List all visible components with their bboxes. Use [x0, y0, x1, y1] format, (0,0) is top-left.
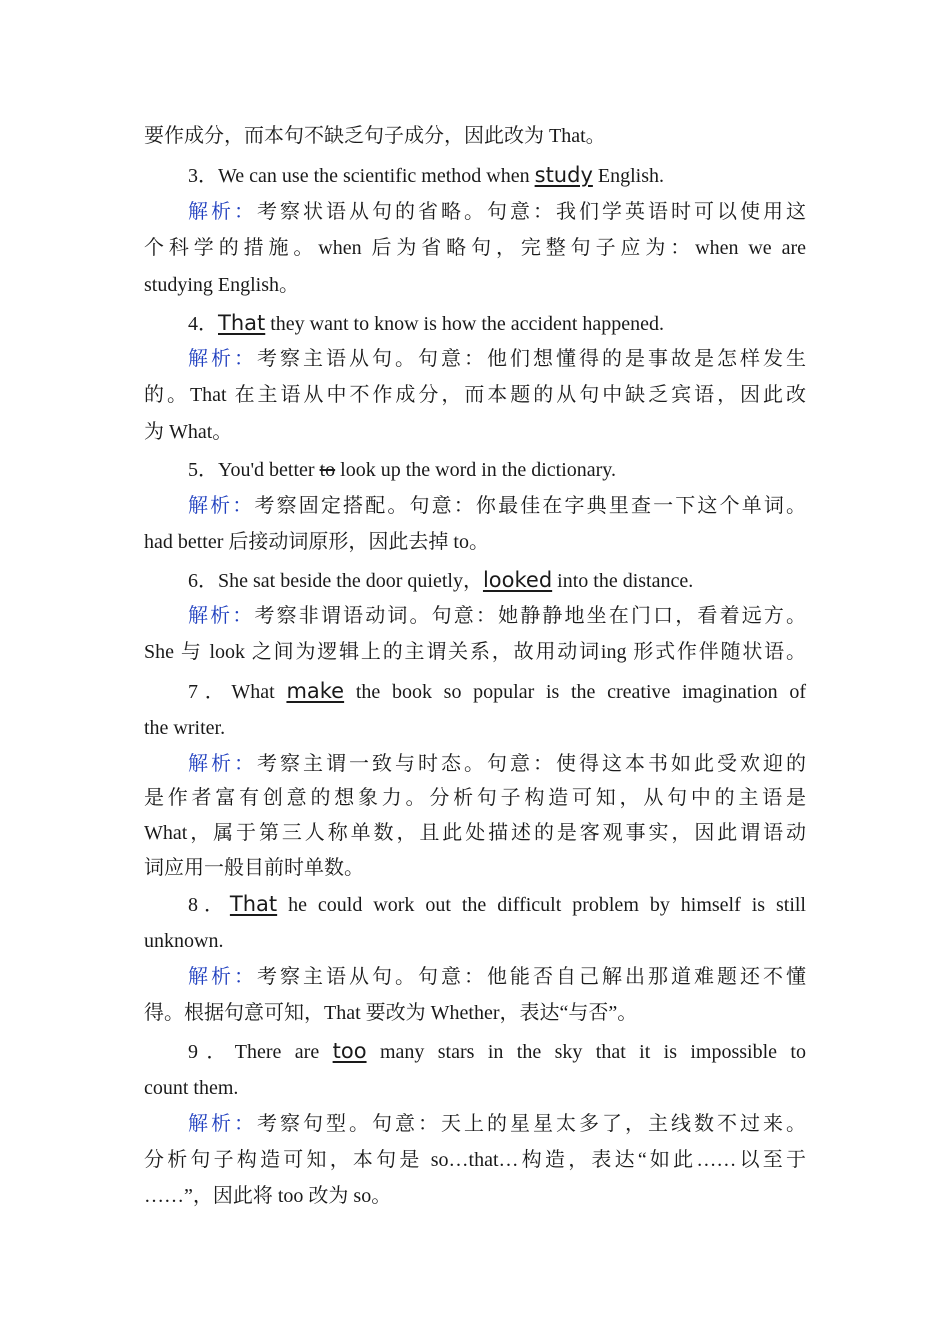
- explanation-label: 解析：: [188, 201, 257, 223]
- question-3: [188, 163, 806, 188]
- explanation-3-line-3: studying English。: [144, 274, 300, 296]
- question-number: 7．: [188, 681, 232, 703]
- question-9-line-2: count them.: [144, 1077, 239, 1099]
- explanation-label: 解析：: [188, 966, 257, 988]
- explanation-4-line-2: 的。That 在主语从中不作成分，而本题的从句中缺乏宾语，因此改: [144, 384, 806, 406]
- question-6: [188, 568, 806, 593]
- answer-word: too: [332, 1039, 367, 1063]
- explanation-label: 解析：: [188, 348, 257, 370]
- explanation-label: 解析：: [188, 495, 255, 517]
- explanation-9-line-2: 分析句子构造可知，本句是 so…that…构造，表达“如此……以至于: [144, 1149, 806, 1171]
- question-text: into the distance.: [552, 570, 694, 592]
- explanation-8-line-1: 解析：考察主语从句。句意：他能否自己解出那道难题还不懂: [188, 966, 806, 988]
- explanation-label: 解析：: [188, 753, 257, 775]
- question-number: 5．: [188, 459, 218, 481]
- explanation-7-line-3: What，属于第三人称单数，且此处描述的是客观事实，因此谓语动: [144, 822, 806, 844]
- question-number: 6．: [188, 570, 218, 592]
- explanation-label: 解析：: [188, 605, 255, 627]
- explanation-7-line-4: 词应用一般目前时单数。: [144, 857, 364, 879]
- explanation-6-line-1: 解析：考察非谓语动词。句意：她静静地坐在门口，看着远方。: [188, 605, 807, 627]
- question-text: You'd better: [218, 459, 320, 481]
- answer-word: That: [218, 311, 266, 335]
- question-number: 4．: [188, 313, 218, 335]
- question-text: We can use the scientific method when: [218, 165, 535, 187]
- question-text: they want to know is how the accident happened.: [265, 313, 665, 335]
- answer-word: make: [286, 679, 345, 703]
- question-8: [188, 892, 806, 917]
- question-7-line-2: the writer.: [144, 717, 226, 739]
- question-7: [188, 679, 806, 704]
- explanation-3-line-2: 个科学的措施。when 后为省略句，完整句子应为：when we are: [144, 237, 806, 259]
- explanation-8-line-2: 得。根据句意可知，That 要改为 Whether，表达“与否”。: [144, 1002, 638, 1024]
- question-number: 9．: [188, 1041, 235, 1063]
- explanation-5-line-2: had better 后接动词原形，因此去掉 to。: [144, 531, 489, 553]
- explanation-9-line-1: 解析：考察句型。句意：天上的星星太多了，主线数不过来。: [188, 1113, 806, 1135]
- explanation-9-line-3: ……”，因此将 too 改为 so。: [144, 1185, 392, 1207]
- explanation-4-line-3: 为 What。: [144, 421, 233, 443]
- question-5: [188, 458, 806, 482]
- explanation-7-line-2: 是作者富有创意的想象力。分析句子构造可知，从句中的主语是: [144, 787, 806, 809]
- question-text: the book so popular is the creative imagination of: [344, 681, 807, 703]
- explanation-7-line-1: 解析：考察主谓一致与时态。句意：使得这本书如此受欢迎的: [188, 753, 806, 775]
- question-number: 3．: [188, 165, 218, 187]
- question-text: look up the word in the dictionary.: [335, 459, 617, 481]
- answer-word: looked: [482, 568, 553, 592]
- intro-line: 要作成分，而本句不缺乏句子成分，因此改为 That。: [144, 125, 606, 147]
- question-number: 8．: [188, 894, 230, 916]
- explanation-6-line-2: She 与 look 之间为逻辑上的主谓关系，故用动词ing 形式作伴随状语。: [144, 641, 806, 663]
- explanation-5-line-1: 解析：考察固定搭配。句意：你最佳在字典里查一下这个单词。: [188, 495, 807, 517]
- struck-word: to: [319, 459, 336, 481]
- explanation-3-line-1: 解析：考察状语从句的省略。句意：我们学英语时可以使用这: [188, 201, 806, 223]
- question-8-line-2: unknown.: [144, 930, 224, 952]
- question-text: he could work out the difficult problem by himself is still: [277, 894, 806, 916]
- question-9: [188, 1039, 806, 1064]
- explanation-label: 解析：: [188, 1113, 257, 1135]
- question-text: She sat beside the door quietly，: [218, 570, 483, 592]
- answer-word: That: [229, 892, 278, 916]
- question-text: There are: [234, 1041, 333, 1063]
- answer-word: study: [534, 163, 593, 187]
- question-text: many stars in the sky that it is impossible to: [366, 1041, 806, 1063]
- question-text: English.: [592, 165, 664, 187]
- question-text: What: [231, 681, 287, 703]
- question-4: [188, 311, 806, 336]
- explanation-4-line-1: 解析：考察主语从句。句意：他们想懂得的是事故是怎样发生: [188, 348, 806, 370]
